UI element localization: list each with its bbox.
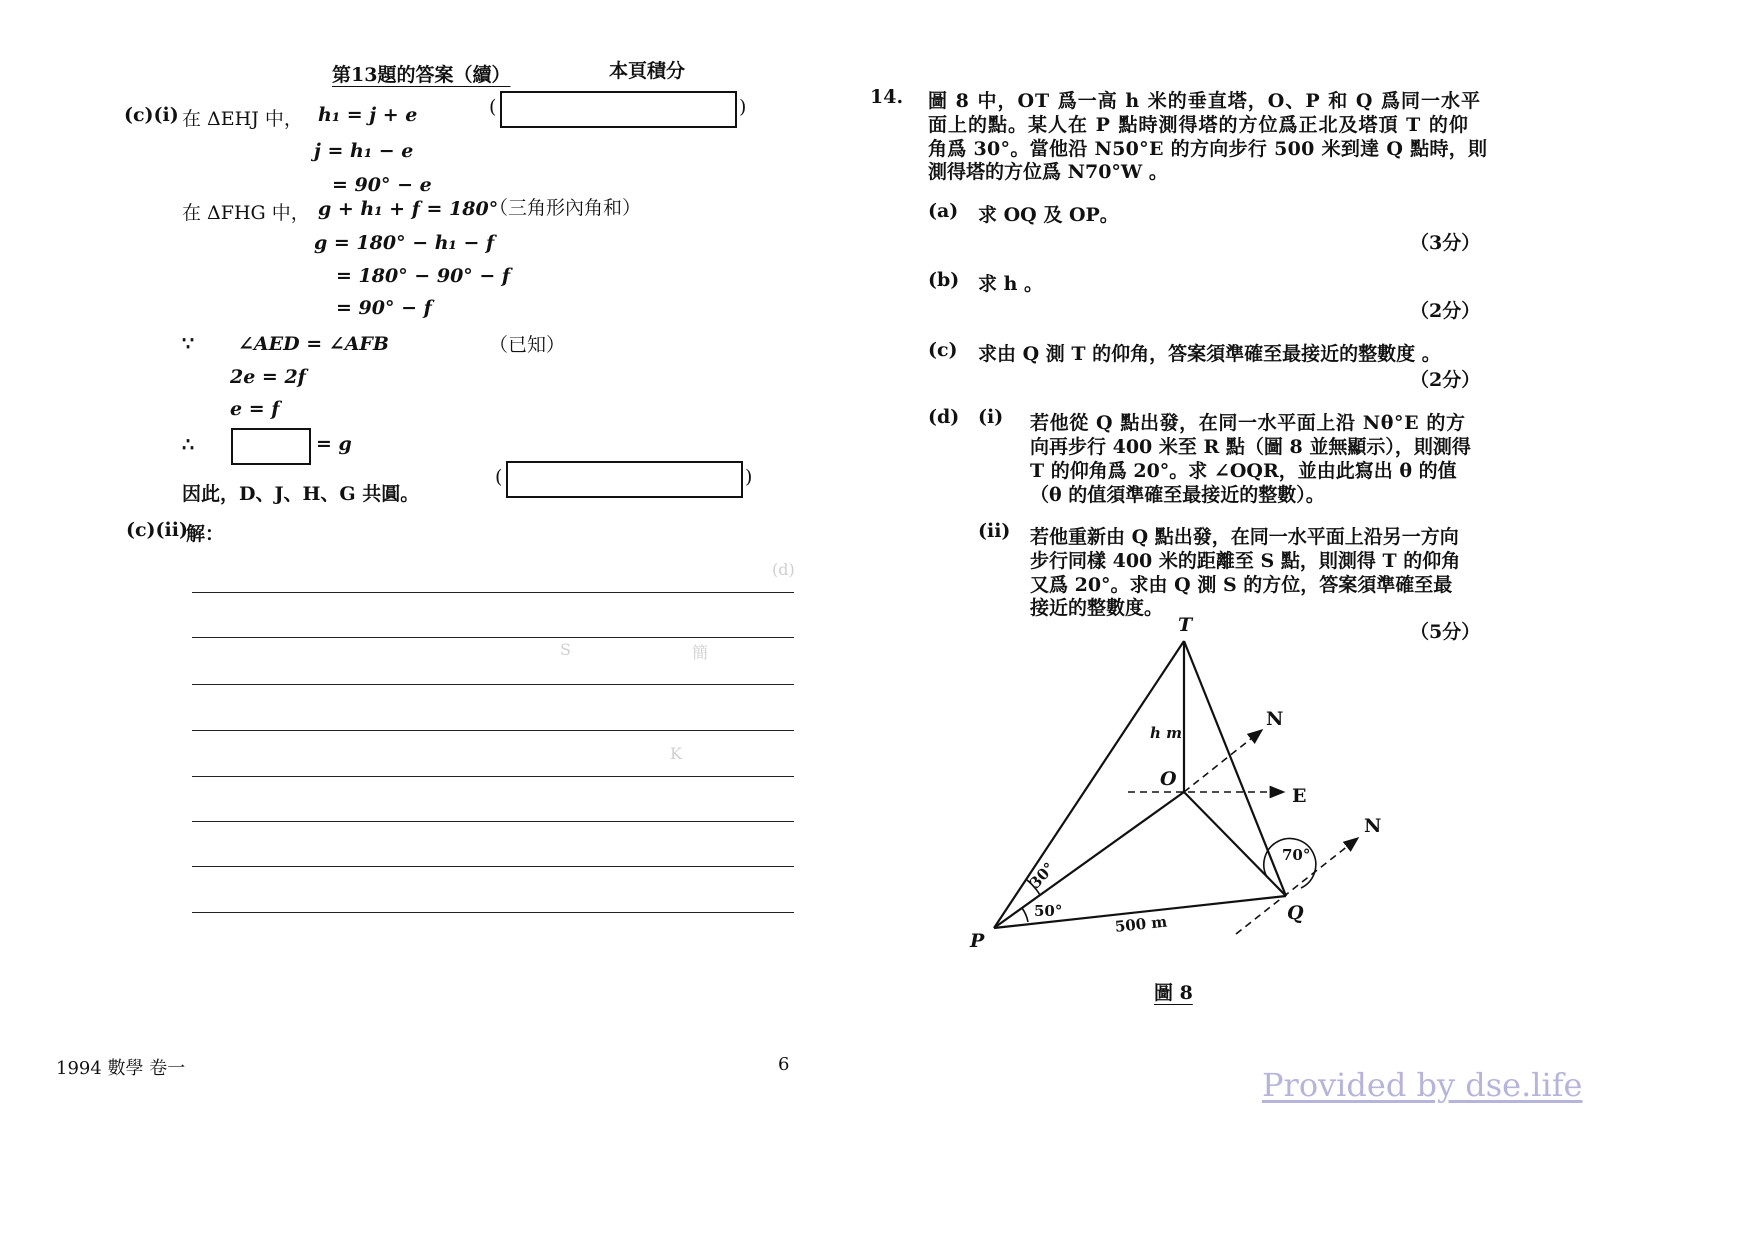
figure-label-O: O <box>1160 768 1177 790</box>
answer-line-8[interactable] <box>192 912 794 913</box>
answer-box-3[interactable] <box>506 461 743 498</box>
part-b-label: (b) <box>928 269 960 291</box>
figure-angle-70: 70° <box>1282 846 1311 864</box>
north-line-O <box>1184 730 1262 792</box>
part-d-ii-line-1: 若他重新由 Q 點出發，在同一水平面上沿另一方向 <box>1030 526 1459 548</box>
figure-label-P: P <box>970 930 985 952</box>
part-d-label: (d) <box>928 406 960 428</box>
figure-label-Q: Q <box>1287 902 1304 924</box>
figure-label-N-O: N <box>1266 708 1284 730</box>
part-c-marks: （2分） <box>1410 369 1481 391</box>
line6-equation: = 180° − 90° − f <box>336 265 511 287</box>
part-d-ii-line-2: 步行同樣 400 米的距離至 S 點，則測得 T 的仰角 <box>1030 550 1461 572</box>
line1-prefix: 在 ΔEHJ 中， <box>182 108 303 130</box>
line10-equation: e = f <box>230 398 280 420</box>
part-c-label: (c) <box>928 339 958 361</box>
line7-equation: = 90° − f <box>336 297 432 319</box>
line3-equation: = 90° − e <box>332 174 432 196</box>
part-d-ii-line-3: 又爲 20°。求由 Q 測 S 的方位，答案須準確至最 <box>1030 574 1453 596</box>
figure-label-N-Q: N <box>1364 815 1382 837</box>
line1-equation: h₁ = j + e <box>318 104 418 126</box>
line2-equation: j = h₁ − e <box>314 140 414 162</box>
part-d-ii-label: (ii) <box>978 520 1011 542</box>
part-a-marks: （3分） <box>1410 232 1481 254</box>
part-d-marks: （5分） <box>1410 621 1481 643</box>
edge-P-T <box>994 641 1184 928</box>
box3-close-paren: ) <box>745 466 753 488</box>
edge-P-O <box>994 792 1184 928</box>
intro-line-3: 角爲 30°。當他沿 N50°E 的方向步行 500 米到達 Q 點時，則 <box>928 138 1488 160</box>
line4-prefix: 在 ΔFHG 中， <box>182 202 310 224</box>
part-a-label: (a) <box>928 200 959 222</box>
footer-page-number: 6 <box>778 1054 790 1075</box>
part-d-i-line-3: T 的仰角爲 20°。求 ∠OQR，並由此寫出 θ 的值 <box>1030 460 1457 482</box>
line4-equation: g + h₁ + f = 180° <box>318 198 499 220</box>
part-b-marks: （2分） <box>1410 300 1481 322</box>
intro-line-4: 測得塔的方位爲 N70°W 。 <box>928 161 1168 183</box>
part-d-i-line-4: （θ 的值須準確至最接近的整數）。 <box>1030 484 1325 506</box>
line8-reason: （已知） <box>489 334 566 356</box>
line8-equation: ∠AED = ∠AFB <box>238 333 389 355</box>
figure-caption: 圖 8 <box>1154 982 1193 1004</box>
part-d-i-label: (i) <box>978 406 1004 428</box>
part-c-i-label: (c)(i) <box>124 104 179 126</box>
figure-label-T: T <box>1178 614 1193 636</box>
part-c-ii-solution: 解： <box>186 523 225 545</box>
figure-distance-500m: 500 m <box>1114 912 1169 936</box>
figure-label-height: h m <box>1150 724 1182 742</box>
line5-equation: g = 180° − h₁ − f <box>314 232 495 254</box>
bleed-mark-1: (d) <box>772 560 795 579</box>
part-c-ii-label: (c)(ii) <box>126 519 188 541</box>
answer-line-2[interactable] <box>192 637 794 638</box>
answer-line-3[interactable] <box>192 684 794 685</box>
watermark: Provided by dse.life <box>1262 1066 1583 1104</box>
box1-close-paren: ) <box>739 96 747 118</box>
part-d-i-line-1: 若他從 Q 點出發，在同一水平面上沿 Nθ°E 的方 <box>1030 412 1466 434</box>
line9-equation: 2e = 2f <box>230 366 306 388</box>
figure-label-E: E <box>1292 785 1307 807</box>
box1-open-paren: ( <box>489 96 497 118</box>
answer-line-5[interactable] <box>192 776 794 777</box>
answer-box-1[interactable] <box>500 91 737 128</box>
answer-line-6[interactable] <box>192 821 794 822</box>
figure-angle-30: 30° <box>1026 858 1059 893</box>
angle-50-arc <box>1022 908 1028 922</box>
answer-header-title: 第13題的答案（續） <box>332 64 511 86</box>
line12-conclusion: 因此，D、J、H、G 共圓。 <box>182 483 420 505</box>
box3-open-paren: ( <box>495 466 503 488</box>
edge-T-Q <box>1184 641 1286 896</box>
answer-line-1[interactable] <box>192 592 794 593</box>
part-d-i-line-2: 向再步行 400 米至 R 點（圖 8 並無顯示），則測得 <box>1030 436 1471 458</box>
answer-line-4[interactable] <box>192 730 794 731</box>
edge-O-Q <box>1184 792 1286 896</box>
answer-box-2[interactable] <box>231 428 311 465</box>
part-b-text: 求 h 。 <box>978 273 1044 295</box>
answer-line-7[interactable] <box>192 866 794 867</box>
question-number: 14. <box>870 86 904 108</box>
intro-line-2: 面上的點。某人在 P 點時測得塔的方位爲正北及塔頂 T 的仰 <box>928 114 1469 136</box>
bleed-mark-2: 簡 <box>692 643 709 662</box>
page-score-label: 本頁積分 <box>609 60 686 82</box>
figure-angle-50: 50° <box>1034 902 1063 920</box>
part-c-text: 求由 Q 測 T 的仰角，答案須準確至最接近的整數度 。 <box>978 343 1441 365</box>
intro-line-1: 圖 8 中，OT 爲一高 h 米的垂直塔，O、P 和 Q 爲同一水平 <box>928 90 1482 112</box>
footer-paper-info: 1994 數學 卷一 <box>56 1058 186 1079</box>
therefore-symbol: ∴ <box>182 434 195 456</box>
because-symbol: ∵ <box>182 333 195 355</box>
line11-tail: = g <box>316 433 352 455</box>
line4-reason: （三角形內角和） <box>489 197 642 219</box>
part-d-ii-line-4: 接近的整數度。 <box>1030 597 1164 619</box>
bleed-mark-3: K <box>670 744 682 763</box>
part-a-text: 求 OQ 及 OP。 <box>978 204 1119 226</box>
bleed-mark-4: S <box>560 640 571 659</box>
